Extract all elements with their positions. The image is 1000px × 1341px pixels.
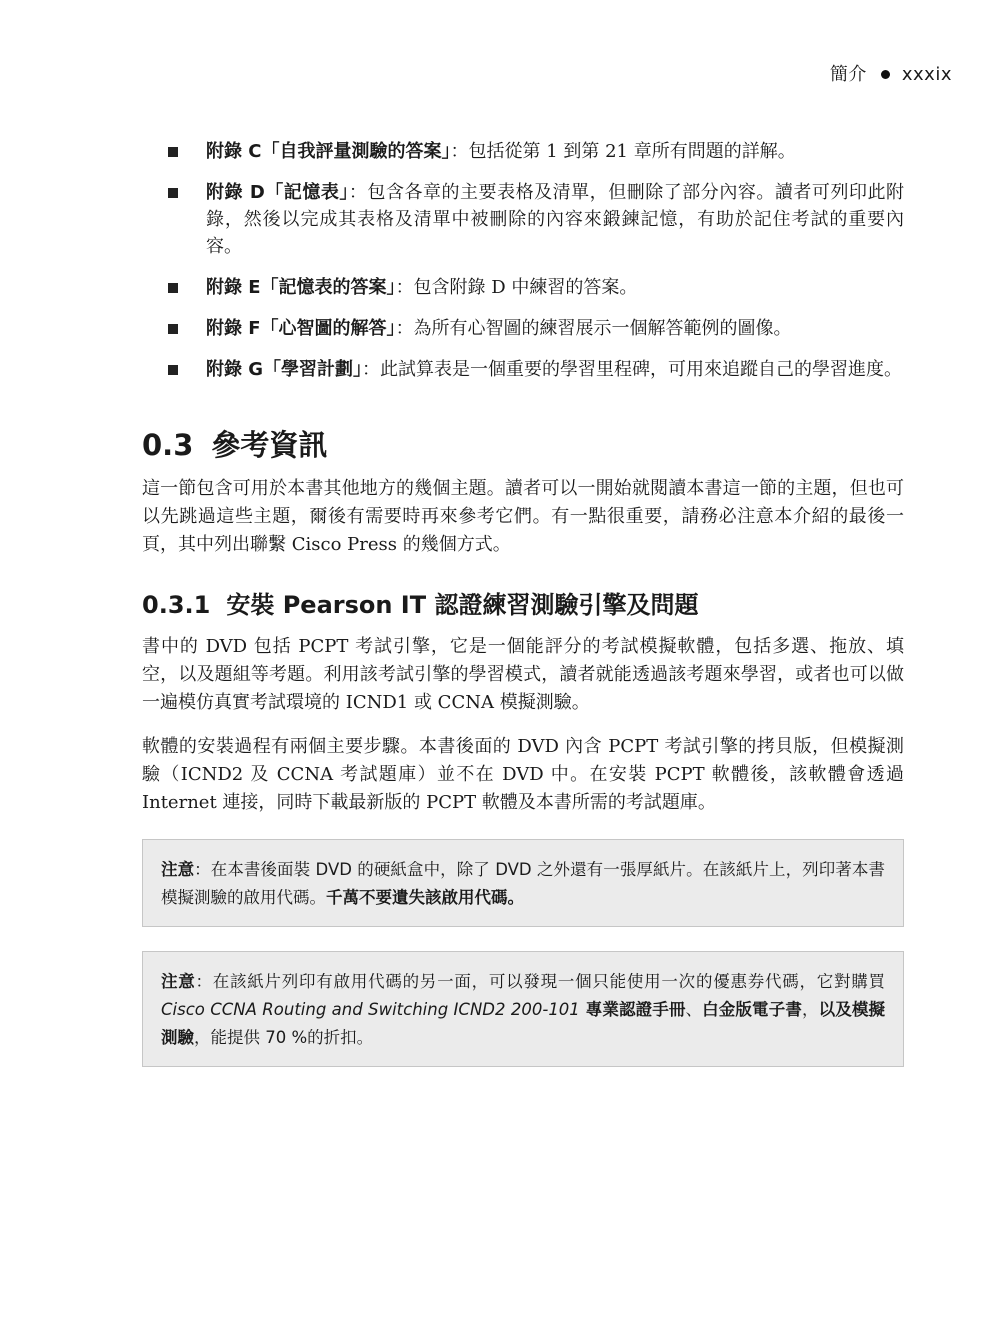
- list-item: [142, 356, 904, 383]
- note-comma: ，: [801, 1000, 819, 1019]
- note-separator: 、: [685, 1000, 703, 1019]
- note-bold-handbook: 專業認證手冊: [579, 1000, 686, 1019]
- square-bullet-icon: [168, 188, 178, 198]
- note-bold-ebook: 白金版電子書: [702, 1000, 802, 1019]
- note-emphasis: 千萬不要遺失該啟用代碼。: [326, 888, 524, 907]
- bullet-dot-icon: [881, 70, 890, 79]
- square-bullet-icon: [168, 324, 178, 334]
- note-discount-text: ，能提供 70 %的折扣。: [194, 1028, 374, 1047]
- note-label: 注意: [161, 860, 195, 879]
- section-title: 參考資訊: [211, 428, 328, 462]
- section-number: 0.3: [142, 428, 194, 462]
- subsection-heading: [142, 589, 904, 621]
- subsection-title: 安裝 Pearson IT 認證練習測驗引擎及問題: [226, 591, 699, 619]
- square-bullet-icon: [168, 365, 178, 375]
- subsection-paragraph-1: 書中的 DVD 包括 PCPT 考試引擎，它是一個能評分的考試模擬軟體，包括多選、拖放、填空，以及題組等考題。利用該考試引擎的學習模式，讀者就能透過該考題來學習，或者也可以做一遍模仿真實考試環境的 ICND1 或 CCNA 模擬測驗。: [142, 636, 904, 713]
- section-paragraph: 這一節包含可用於本書其他地方的幾個主題。讀者可以一開始就閱讀本書這一節的主題，但也可以先跳過這些主題，爾後有需要時再來參考它們。有一點很重要，請務必注意本介紹的最後一頁，其中列出聯繫 Cisco Press 的幾個方式。: [142, 478, 904, 555]
- page-content: [142, 138, 904, 1067]
- appendix-list: [142, 138, 904, 383]
- square-bullet-icon: [168, 283, 178, 293]
- note-text: ：在該紙片列印有啟用代碼的另一面，可以發現一個只能使用一次的優惠券代碼，它對購買: [195, 972, 886, 991]
- list-item-lead: 附錄 F「心智圖的解答」: [206, 318, 396, 339]
- note-book-title: Cisco CCNA Routing and Switching ICND2 200-101: [161, 1000, 580, 1019]
- list-item-lead: 附錄 D「記憶表」: [206, 182, 349, 203]
- list-item: [142, 274, 904, 301]
- list-item: [142, 315, 904, 342]
- list-item-text: ：包含附錄 D 中練習的答案。: [395, 277, 638, 298]
- list-item: [142, 179, 904, 260]
- running-head: [830, 60, 952, 86]
- list-item: [142, 138, 904, 165]
- note-label: 注意: [161, 972, 196, 991]
- list-item-text: ：為所有心智圖的練習展示一個解答範例的圖像。: [395, 318, 792, 339]
- note-bold-exams: 以及模擬測驗: [161, 1000, 886, 1047]
- list-item-lead: 附錄 C「自我評量測驗的答案」: [206, 141, 451, 162]
- note-text: ：在本書後面裝 DVD 的硬紙盒中，除了 DVD 之外還有一張厚紙片。在該紙片上，列印著本書模擬測驗的啟用代碼。: [161, 860, 885, 907]
- note-box-coupon: [142, 951, 904, 1067]
- note-box-activation-code: [142, 839, 904, 927]
- list-item-lead: 附錄 G「學習計劃」: [206, 359, 363, 380]
- page-number: xxxix: [901, 64, 952, 85]
- section-heading: [142, 427, 904, 463]
- list-item-lead: 附錄 E「記憶表的答案」: [206, 277, 396, 298]
- list-item-text: ：此試算表是一個重要的學習里程碑，可用來追蹤自己的學習進度。: [362, 359, 903, 380]
- chapter-name: 簡介: [829, 64, 867, 85]
- list-item-text: ：包括從第 1 到第 21 章所有問題的詳解。: [450, 141, 796, 162]
- subsection-paragraph-2: 軟體的安裝過程有兩個主要步驟。本書後面的 DVD 內含 PCPT 考試引擎的拷貝版，但模擬測驗（ICND2 及 CCNA 考試題庫）並不在 DVD 中。在安裝 PCPT 軟體後，該軟體會透過 Internet 連接，同時下載最新版的 PCPT 軟體及本書所需的考試題庫。: [142, 736, 904, 813]
- subsection-number: 0.3.1: [142, 591, 211, 619]
- list-item-text: ：包含各章的主要表格及清單，但刪除了部分內容。讀者可列印此附錄，然後以完成其表格及清單中被刪除的內容來鍛鍊記憶，有助於記住考試的重要內容。: [206, 182, 904, 257]
- square-bullet-icon: [168, 147, 178, 157]
